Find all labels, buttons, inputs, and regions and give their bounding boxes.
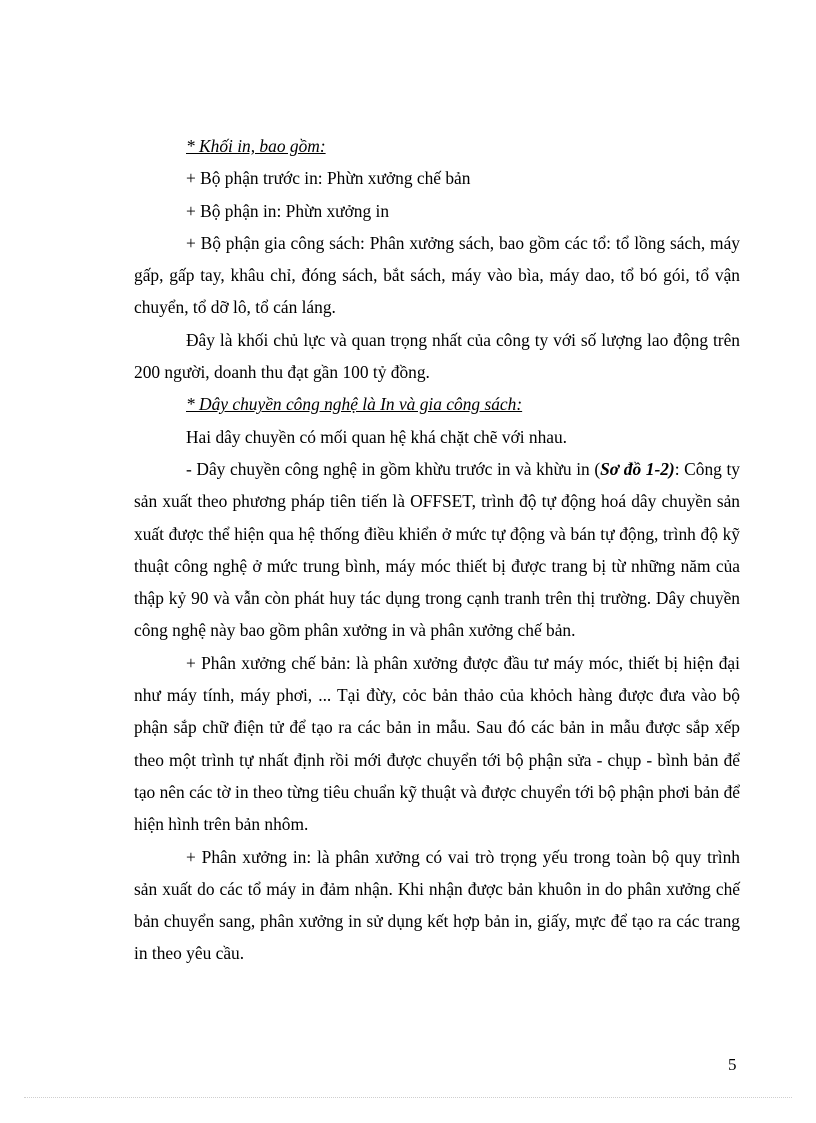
heading-day-chuyen: * Dây chuyền công nghệ là In và gia công sách: [186, 394, 523, 415]
heading-khoi-in: * Khối in, bao gồm: [186, 136, 326, 156]
cong-nghe-in-lead: - Dây chuyền công nghệ in gồm khừu trước in và khừu in ( [186, 458, 601, 479]
paragraph-phan-xuong-in: + Phân xưởng in: là phân xưởng có vai trò trọng yếu trong toàn bộ quy trình sản xuất do các tổ máy in đảm nhận. Khi nhận được bản khuôn in do phân xưởng chế bản chuyển sang, phân xưởng in sử dụng kết hợp bản in, giấy, mực để tạo ra các trang in theo yêu cầu. [134, 846, 740, 964]
paragraph-hai-day-chuyen: Hai dây chuyền có mối quan hệ khá chặt chẽ với nhau. [186, 426, 568, 447]
page-number: 5 [728, 1055, 737, 1074]
page-bottom-divider [24, 1097, 792, 1098]
paragraph-cong-nghe-in [134, 453, 740, 647]
item-bo-phan-gia-cong: + Bộ phận gia công sách: Phân xưởng sách, bao gồm các tổ: tổ lồng sách, máy gấp, gấp tay, khâu chỉ, đóng sách, bắt sách, máy vào bìa, máy dao, tổ bó gói, tổ vận chuyển, tổ dỡ lô, tổ cán láng. [134, 232, 740, 318]
paragraph-phan-xuong-che-ban: + Phân xưởng chế bản: là phân xưởng được đầu tư máy móc, thiết bị hiện đại như máy tính, máy phơi, ... Tại đừy, cỏc bản thảo của khỏch hàng được đưa vào bộ phận sắp chữ điện tử để tạo ra các bản in mẫu. Sau đó các bản in mẫu được sắp xếp theo một trình tự nhất định rồi mới được chuyển tới bộ phận sửa - chụp - bình bản để tạo nên các tờ in theo từng tiêu chuẩn kỹ thuật và được chuyển tới bộ phận phơi bản để hiện hình trên bản nhôm. [134, 652, 740, 835]
page-body [134, 130, 740, 970]
paragraph-khoi-chu-luc: Đây là khối chủ lực và quan trọng nhất của công ty với số lượng lao động trên 200 người, doanh thu đạt gần 100 tỷ đồng. [134, 329, 740, 383]
cong-nghe-in-rest: : Công ty sản xuất theo phương pháp tiên tiến là OFFSET, trình độ tự động hoá dây chuyền sản xuất được thể hiện qua hệ thống điều khiển ở mức tự động và bán tự động, trình độ kỹ thuật công nghệ ở mức trung bình, máy móc thiết bị được trang bị từ những năm của thập kỷ 90 và vẫn còn phát huy tác dụng trong cạnh tranh trên thị trường. Dây chuyền công nghệ này bao gồm phân xưởng in và phân xưởng chế bản. [134, 458, 740, 641]
item-bo-phan-in: + Bộ phận in: Phừn xưởng in [186, 200, 390, 221]
diagram-reference: Sơ đồ 1-2) [600, 458, 675, 479]
item-bo-phan-truoc-in: + Bộ phận trước in: Phừn xưởng chế bản [186, 168, 471, 189]
